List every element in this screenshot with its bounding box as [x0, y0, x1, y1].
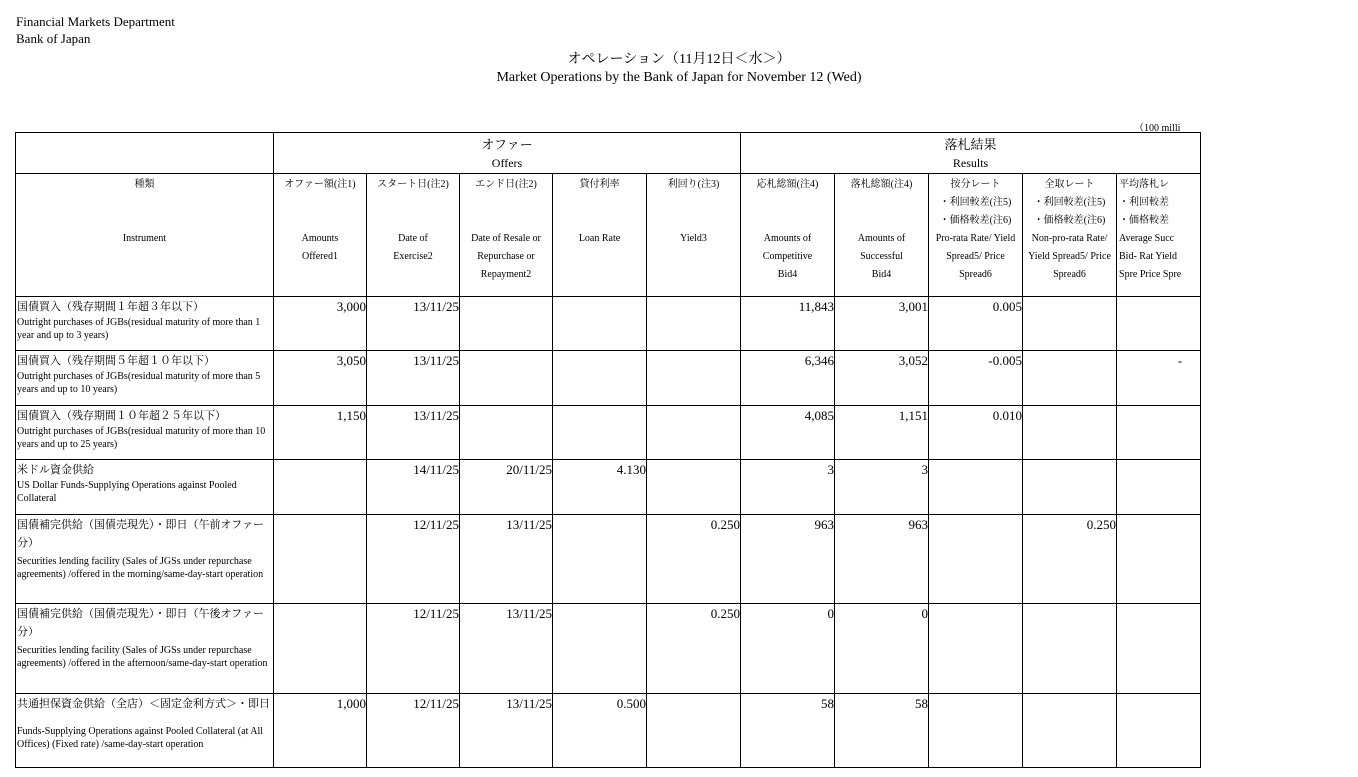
cell-yield	[647, 297, 741, 351]
table-row	[16, 460, 1201, 515]
cell-non-pro-rata	[1023, 694, 1117, 768]
cell-yield	[647, 351, 741, 406]
cell-non-pro-rata: 0.250	[1023, 515, 1117, 604]
cell-loan-rate	[553, 351, 647, 406]
group-header-row	[16, 133, 1201, 174]
col-date-resale: エンド日(注2) Date of Resale or Repurchase or Repayment2	[460, 174, 553, 297]
cell-end: 13/11/25	[460, 515, 553, 604]
col-non-pro-rata: 全取レート ・利回較差(注5) ・価格較差(注6) Non-pro-rata Rate/ Yield Spread5/ Price Spread6	[1023, 174, 1117, 297]
col-loan-rate: 貸付利率 Loan Rate	[553, 174, 647, 297]
cell-offered: 1,000	[274, 694, 367, 768]
cell-end: 13/11/25	[460, 694, 553, 768]
cell-competitive: 3	[741, 460, 835, 515]
cell-end	[460, 297, 553, 351]
cell-yield: 0.250	[647, 604, 741, 694]
cell-start: 12/11/25	[367, 515, 460, 604]
cell-successful: 58	[835, 694, 929, 768]
cell-end: 13/11/25	[460, 604, 553, 694]
cell-loan-rate	[553, 297, 647, 351]
cell-successful: 963	[835, 515, 929, 604]
cell-loan-rate	[553, 406, 647, 460]
col-average: 平均落札レ ・利回較差 ・価格較差 Average Succ Bid- Rat Yield Spre Price Spre	[1117, 174, 1201, 297]
column-header-row	[16, 174, 1201, 297]
title-japanese: オペレーション（11月12日＜水＞）	[567, 52, 791, 67]
group-header-blank	[16, 133, 274, 174]
col-successful-bid: 落札総額(注4) Amounts of Successful Bid4	[835, 174, 929, 297]
table-row	[16, 406, 1201, 460]
cell-competitive: 4,085	[741, 406, 835, 460]
cell-average	[1117, 297, 1201, 351]
row-instrument: 米ドル資金供給 US Dollar Funds-Supplying Operations against Pooled Collateral	[16, 460, 274, 515]
cell-pro-rata: -0.005	[929, 351, 1023, 406]
col-yield: 利回り(注3) Yield3	[647, 174, 741, 297]
cell-end	[460, 351, 553, 406]
cell-pro-rata	[929, 515, 1023, 604]
unit-note: （100 milli	[1134, 123, 1181, 134]
cell-average	[1117, 460, 1201, 515]
cell-competitive: 963	[741, 515, 835, 604]
row-instrument: 国債買入（残存期間１年超３年以下） Outright purchases of JGBs(residual maturity of more than 1 year and up to 3 years)	[16, 297, 274, 351]
cell-non-pro-rata	[1023, 406, 1117, 460]
cell-loan-rate	[553, 604, 647, 694]
col-instrument: 種類 Instrument	[16, 174, 274, 297]
cell-end: 20/11/25	[460, 460, 553, 515]
cell-yield	[647, 406, 741, 460]
cell-offered: 3,000	[274, 297, 367, 351]
cell-pro-rata	[929, 604, 1023, 694]
table-row	[16, 694, 1201, 768]
cell-loan-rate: 0.500	[553, 694, 647, 768]
table-row	[16, 351, 1201, 406]
cell-start: 13/11/25	[367, 351, 460, 406]
cell-competitive: 0	[741, 604, 835, 694]
cell-pro-rata	[929, 694, 1023, 768]
cell-successful: 0	[835, 604, 929, 694]
cell-average	[1117, 515, 1201, 604]
cell-start: 12/11/25	[367, 694, 460, 768]
cell-non-pro-rata	[1023, 604, 1117, 694]
table-row	[16, 515, 1201, 604]
cell-loan-rate	[553, 515, 647, 604]
cell-offered	[274, 460, 367, 515]
cell-pro-rata: 0.010	[929, 406, 1023, 460]
cell-offered: 1,150	[274, 406, 367, 460]
cell-successful: 3	[835, 460, 929, 515]
cell-start: 12/11/25	[367, 604, 460, 694]
cell-average	[1117, 604, 1201, 694]
cell-yield: 0.250	[647, 515, 741, 604]
cell-pro-rata: 0.005	[929, 297, 1023, 351]
cell-pro-rata	[929, 460, 1023, 515]
row-instrument: 共通担保資金供給（全店）＜固定金利方式＞・即日 Funds-Supplying Operations against Pooled Collateral (at All Offices) (Fixed rate) /same-day-start operation	[16, 694, 274, 768]
cell-end	[460, 406, 553, 460]
col-amounts-offered: オファー額(注1) Amounts Offered1	[274, 174, 367, 297]
row-instrument: 国債買入（残存期間１０年超２５年以下） Outright purchases of JGBs(residual maturity of more than 10 years and up to 25 years)	[16, 406, 274, 460]
cell-offered: 3,050	[274, 351, 367, 406]
cell-successful: 3,001	[835, 297, 929, 351]
row-instrument: 国債補完供給（国債売現先）・即日（午後オファー分） Securities lending facility (Sales of JGSs under repurchase agreements) /offered in the afternoon/same-day-start operation	[16, 604, 274, 694]
title-english: Market Operations by the Bank of Japan for November 12 (Wed)	[496, 70, 862, 85]
cell-start: 13/11/25	[367, 406, 460, 460]
col-date-exercise: スタート日(注2) Date of Exercise2	[367, 174, 460, 297]
row-instrument: 国債補完供給（国債売現先）・即日（午前オファー分） Securities lending facility (Sales of JGSs under repurchase agreements) /offered in the morning/same-day-start operation	[16, 515, 274, 604]
cell-start: 13/11/25	[367, 297, 460, 351]
cell-offered	[274, 604, 367, 694]
cell-competitive: 58	[741, 694, 835, 768]
department-block	[16, 13, 175, 47]
cell-successful: 1,151	[835, 406, 929, 460]
table-row	[16, 604, 1201, 694]
cell-offered	[274, 515, 367, 604]
col-competitive-bid: 応札総額(注4) Amounts of Competitive Bid4	[741, 174, 835, 297]
row-instrument: 国債買入（残存期間５年超１０年以下） Outright purchases of JGBs(residual maturity of more than 5 years and up to 10 years)	[16, 351, 274, 406]
cell-yield	[647, 694, 741, 768]
cell-non-pro-rata	[1023, 297, 1117, 351]
cell-successful: 3,052	[835, 351, 929, 406]
cell-average	[1117, 406, 1201, 460]
cell-yield	[647, 460, 741, 515]
table-row	[16, 297, 1201, 351]
cell-start: 14/11/25	[367, 460, 460, 515]
cell-loan-rate: 4.130	[553, 460, 647, 515]
cell-average	[1117, 694, 1201, 768]
group-results: 落札結果 Results	[741, 133, 1201, 174]
cell-non-pro-rata	[1023, 460, 1117, 515]
bank-name: Bank of Japan	[16, 31, 91, 46]
operations-table	[15, 132, 1201, 768]
group-offers: オファー Offers	[274, 133, 741, 174]
department-name: Financial Markets Department	[16, 14, 175, 29]
cell-average: -	[1117, 351, 1201, 406]
cell-competitive: 6,346	[741, 351, 835, 406]
cell-competitive: 11,843	[741, 297, 835, 351]
cell-non-pro-rata	[1023, 351, 1117, 406]
col-pro-rata: 按分レート ・利回較差(注5) ・価格較差(注6) Pro-rata Rate/ Yield Spread5/ Price Spread6	[929, 174, 1023, 297]
